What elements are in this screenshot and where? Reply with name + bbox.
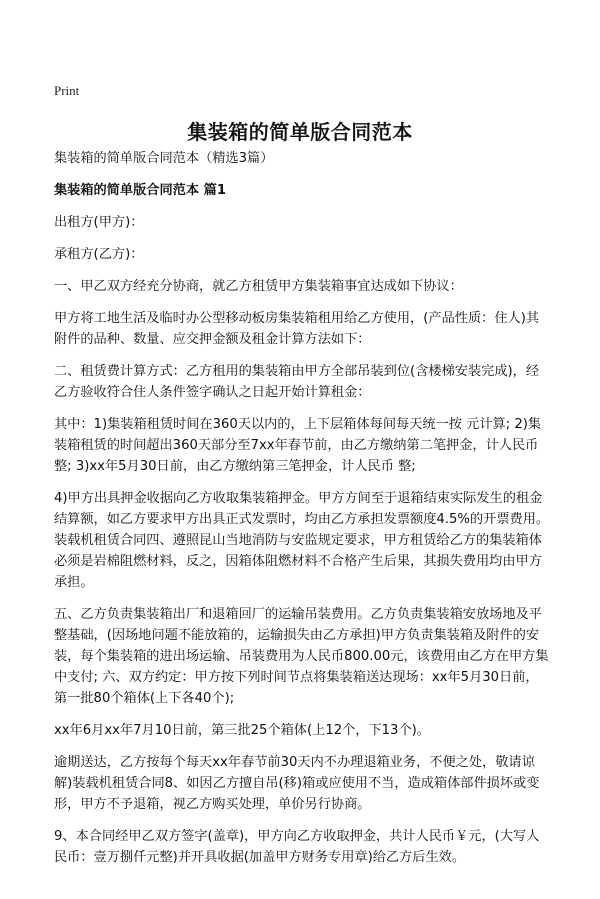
clause-1: 一、甲乙双方经充分协商，就乙方租赁甲方集装箱事宜达成如下协议： (54, 279, 463, 294)
party-b-line: 承租方(乙方)： (54, 247, 144, 262)
document-title: 集装箱的简单版合同范本 (187, 120, 413, 144)
clause-1-detail: 甲方将工地生活及临时办公型移动板房集装箱租用给乙方使用，(产品性质：住人)其附件的品种、数量、应交押金额及租金计算方法如下： (54, 311, 540, 347)
section-heading: 集装箱的简单版合同范本 篇1 (54, 183, 227, 198)
document-body (54, 148, 550, 879)
delivery-batch-paragraph: xx年6月xx年7月10日前，第三批25个箱体(上12个，下13个)。 (54, 723, 430, 738)
clause-2: 二、租赁费计算方式：乙方租用的集装箱由甲方全部吊装到位(含楼梯安装完成)，经乙方验收符合住人条件签字确认之日起开始计算租金： (54, 364, 540, 400)
clause-5-6: 五、乙方负责集装箱出厂和退箱回厂的运输吊装费用。乙方负责集装箱安放场地及平整基础，(因场地问题不能放箱的，运输损失由乙方承担)甲方负责集装箱及附件的安装，每个集装箱的进出场运输、吊装费用为人民币800.00元，该费用由乙方在甲方集中支付; 六、双方约定：甲方按下列时间节点将集装箱送达现场：xx年5月30日前，第一批80个箱体(上下各40个); (54, 607, 549, 706)
clause-2-detail: 其中：1)集装箱租赁时间在360天以内的，上下层箱体每间每天统一按 元计算; 2)集装箱租赁的时间超出360天部分至7xx年春节前，由乙方缴纳第二笔押金，计人民币 整; 3)xx年5月30日前，由乙方缴纳第三笔押金，计人民币 整; (54, 417, 542, 474)
party-a-line: 出租方(甲方)： (54, 215, 144, 230)
effective-clause: 9、本合同经甲乙双方签字(盖章)，甲方向乙方收取押金，共计人民币￥元，(大写人民币：壹万捌仟元整)并开具收据(加盖甲方财务专用章)给乙方后生效。 (54, 829, 540, 865)
print-link[interactable]: Print (54, 83, 80, 98)
late-delivery-paragraph: 逾期送达，乙方按每个每天xx年春节前30天内不办理退箱业务，不便之处，敬请谅解)装载机租赁合同8、如因乙方擅自吊(移)箱或应使用不当，造成箱体部件损坏或变形，甲方不予退箱，视乙方购买处理，单价另行协商。 (54, 755, 540, 812)
deposit-paragraph: 4)甲方出具押金收据向乙方收取集装箱押金。甲方方间至于退箱结束实际发生的租金结算额，如乙方要求甲方出具正式发票时，均由乙方承担发票额度4.5%的开票费用。装载机租赁合同四、遵照昆山当地消防与安监规定要求，甲方租赁给乙方的集装箱体必须是岩棉阻燃材料，反之，因箱体阻燃材料不合格产生后果，其损失费用均由甲方承担。 (54, 491, 550, 590)
document-subtitle: 集装箱的简单版合同范本（精选3篇） (54, 151, 274, 166)
